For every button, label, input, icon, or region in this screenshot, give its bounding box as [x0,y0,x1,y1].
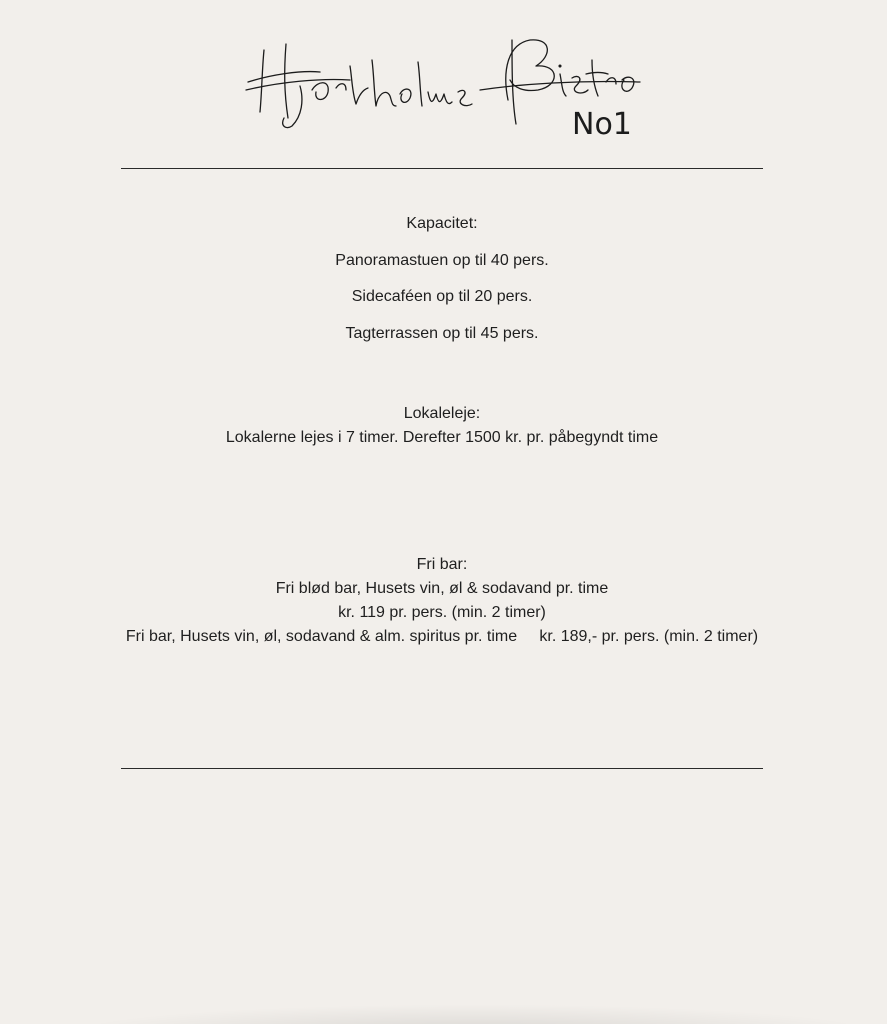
capacity-section [121,212,763,358]
bar-heading: Fri bar: [416,556,468,573]
capacity-item-tagterrassen: Tagterrassen op til 45 pers. [345,324,539,342]
rent-text: Lokalerne lejes i 7 timer. Derefter 1500 kr. pr. påbegyndt time [225,429,659,446]
capacity-heading: Kapacitet: [406,215,478,232]
logo-suffix: No1 [572,107,632,142]
rent-heading: Lokaleleje: [403,405,481,422]
bistro-logo [240,30,650,145]
capacity-item-panoramastuen: Panoramastuen op til 40 pers. [335,251,549,269]
bar-soft-line: Fri blød bar, Husets vin, øl & sodavand pr. time [275,580,609,597]
top-divider [121,168,763,169]
capacity-item-sidecafeen: Sidecaféen op til 20 pers. [351,288,533,305]
bottom-divider [121,768,763,769]
bar-full-line: Fri bar, Husets vin, øl, sodavand & alm. spiritus pr. time kr. 189,- pr. pers. (min. 2 timer) [125,628,759,645]
rent-section [121,402,763,450]
bar-soft-price: kr. 119 pr. pers. (min. 2 timer) [338,604,546,621]
bar-section [121,553,763,649]
logo-script-svg [240,30,650,145]
page-shadow [60,1004,887,1024]
